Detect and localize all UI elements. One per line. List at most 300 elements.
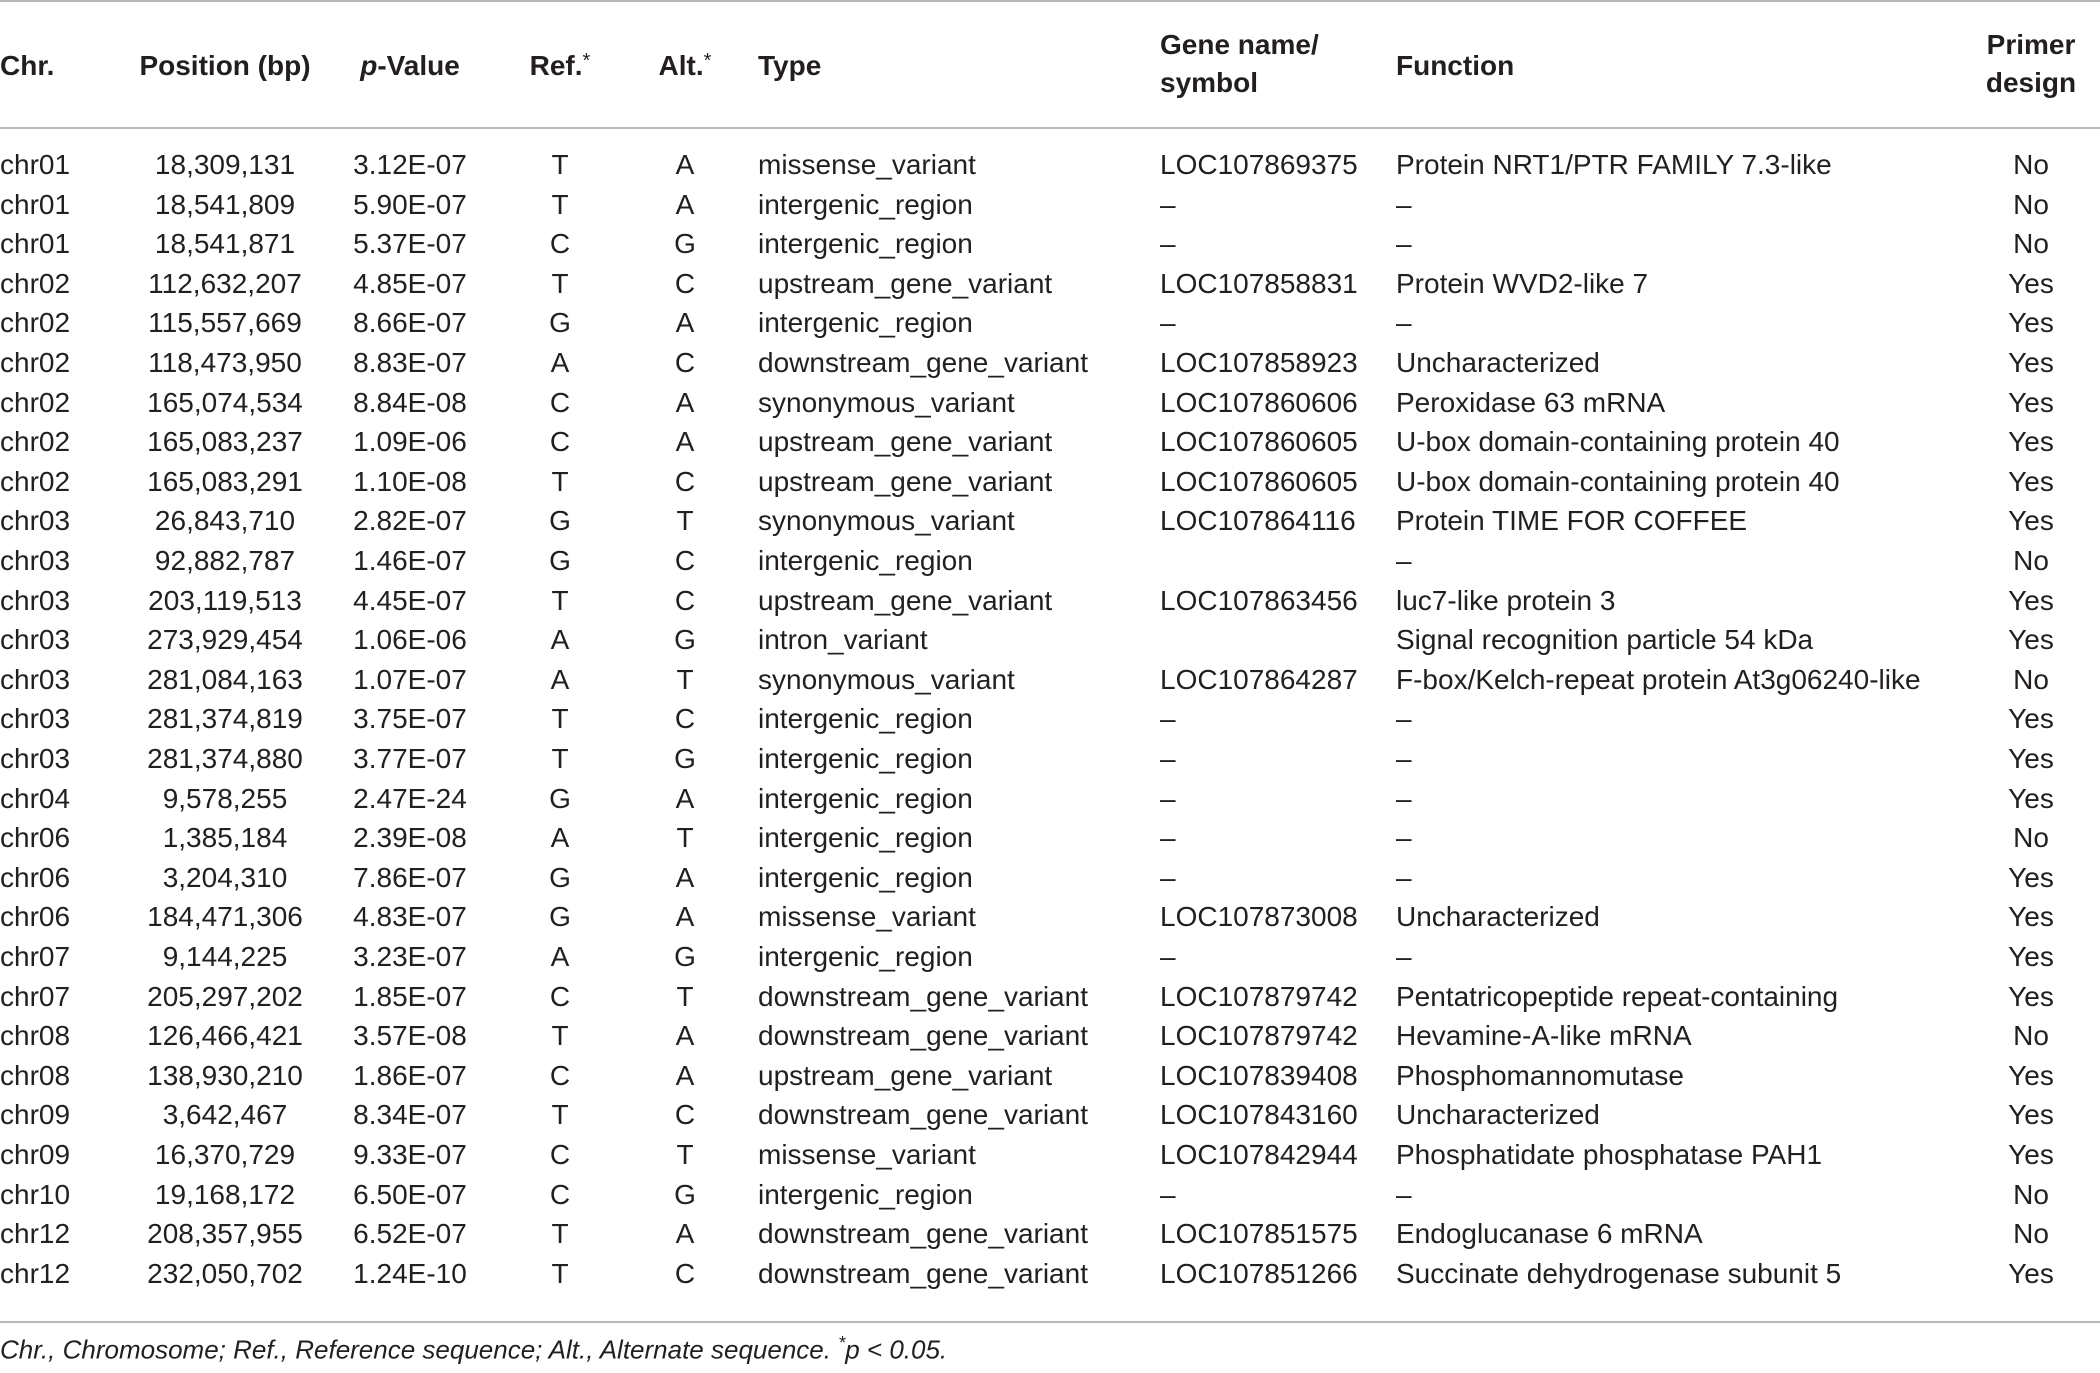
cell-gene: LOC107864116 [1160, 505, 1356, 537]
cell-function: – [1396, 188, 1412, 220]
cell-primer: No [2013, 149, 2049, 180]
cell-function: Uncharacterized [1396, 901, 1600, 933]
cell-alt: C [674, 545, 696, 576]
cell-position: 3,642,467 [162, 1099, 288, 1131]
cell-function: – [1396, 307, 1412, 339]
cell-alt: A [675, 1059, 695, 1091]
header-chr: Chr. [0, 50, 55, 81]
cell-function: – [1396, 822, 1412, 854]
cell-position: 281,374,819 [147, 703, 303, 735]
cell-position: 203,119,513 [148, 584, 302, 616]
table-row [0, 185, 2100, 225]
cell-pvalue: 1.09E-06 [353, 426, 467, 458]
bottom-rule [0, 1321, 2100, 1323]
cell-function: Phosphatidate phosphatase PAH1 [1396, 1139, 1823, 1170]
cell-primer: Yes [2008, 386, 2054, 418]
cell-type: synonymous_variant [758, 386, 1015, 418]
cell-position: 19,168,172 [154, 1178, 296, 1210]
cell-primer: Yes [2008, 1059, 2054, 1091]
table-row [0, 541, 2100, 581]
table-row [0, 422, 2100, 462]
cell-primer: Yes [2008, 267, 2054, 299]
cell-chr: chr07 [0, 980, 71, 1012]
cell-alt: G [674, 624, 696, 656]
cell-ref: C [549, 980, 571, 1012]
cell-alt: T [676, 822, 694, 854]
cell-type: downstream_gene_variant [758, 980, 1088, 1012]
cell-function: Phosphomannomutase [1396, 1059, 1684, 1091]
cell-pvalue: 4.45E-07 [353, 584, 467, 616]
table-row [0, 462, 2100, 502]
cell-type: intergenic_region [758, 941, 973, 972]
cell-gene: – [1160, 941, 1176, 972]
cell-pvalue: 2.82E-07 [353, 505, 467, 537]
header-rule [0, 127, 2100, 129]
cell-ref: T [551, 584, 569, 616]
cell-alt: A [675, 1020, 695, 1052]
cell-chr: chr09 [0, 1099, 71, 1131]
cell-primer: Yes [2008, 743, 2054, 774]
cell-pvalue: 7.86E-07 [353, 861, 467, 893]
cell-type: intergenic_region [758, 228, 973, 260]
cell-type: missense_variant [758, 1139, 976, 1170]
cell-chr: chr01 [0, 228, 71, 260]
cell-function: Pentatricopeptide repeat-containing [1396, 980, 1839, 1012]
cell-function: Uncharacterized [1396, 347, 1600, 378]
cell-primer: Yes [2008, 624, 2054, 656]
cell-type: upstream_gene_variant [758, 267, 1053, 299]
cell-primer: No [2013, 228, 2049, 260]
cell-gene: LOC107860605 [1160, 426, 1358, 458]
cell-function: U-box domain-containing protein 40 [1396, 465, 1840, 497]
cell-gene: LOC107858923 [1160, 347, 1358, 378]
cell-chr: chr12 [0, 1257, 71, 1289]
cell-position: 165,074,534 [147, 386, 303, 418]
cell-type: upstream_gene_variant [758, 584, 1053, 616]
cell-primer: Yes [2008, 1099, 2054, 1131]
cell-type: downstream_gene_variant [758, 1257, 1088, 1289]
cell-chr: chr10 [0, 1178, 71, 1210]
cell-primer: No [2013, 1178, 2049, 1210]
table-row [0, 383, 2100, 423]
cell-ref: T [551, 188, 569, 220]
cell-position: 9,144,225 [162, 941, 288, 972]
header-alt: Alt.* [658, 50, 712, 81]
cell-function: – [1396, 743, 1412, 774]
cell-chr: chr03 [0, 663, 71, 695]
cell-function: F-box/Kelch-repeat protein At3g06240-like [1396, 663, 1921, 695]
cell-ref: A [550, 663, 570, 695]
cell-position: 18,541,809 [154, 188, 296, 220]
cell-type: intron_variant [758, 624, 928, 656]
cell-function: Succinate dehydrogenase subunit 5 [1396, 1257, 1842, 1289]
cell-alt: A [675, 149, 695, 180]
cell-function: – [1396, 1178, 1412, 1210]
cell-chr: chr12 [0, 1218, 71, 1250]
cell-chr: chr02 [0, 307, 71, 339]
cell-ref: A [550, 941, 570, 972]
table-row [0, 660, 2100, 700]
cell-alt: T [676, 980, 694, 1012]
table-row [0, 1254, 2100, 1294]
cell-alt: C [674, 347, 696, 378]
cell-primer: Yes [2008, 901, 2054, 933]
cell-ref: T [551, 1020, 569, 1052]
cell-function: Endoglucanase 6 mRNA [1396, 1218, 1703, 1250]
cell-position: 26,843,710 [154, 505, 296, 537]
cell-gene: – [1160, 861, 1176, 893]
cell-chr: chr02 [0, 386, 71, 418]
cell-alt: T [676, 663, 694, 695]
cell-chr: chr03 [0, 505, 71, 537]
cell-pvalue: 1.46E-07 [353, 545, 467, 576]
cell-alt: T [676, 1139, 694, 1170]
table-row [0, 897, 2100, 937]
cell-alt: G [674, 228, 696, 260]
cell-ref: T [551, 1257, 569, 1289]
cell-pvalue: 4.85E-07 [353, 267, 467, 299]
cell-function: – [1396, 941, 1412, 972]
cell-type: synonymous_variant [758, 505, 1015, 537]
cell-chr: chr02 [0, 267, 71, 299]
cell-position: 232,050,702 [147, 1257, 303, 1289]
cell-chr: chr02 [0, 426, 71, 458]
cell-primer: Yes [2008, 307, 2054, 339]
cell-gene: LOC107863456 [1160, 584, 1358, 616]
cell-type: intergenic_region [758, 307, 973, 339]
table-row [0, 1175, 2100, 1215]
cell-gene: LOC107879742 [1160, 980, 1358, 1012]
cell-alt: T [676, 505, 694, 537]
cell-type: intergenic_region [758, 545, 973, 576]
cell-ref: G [549, 505, 571, 537]
table-row [0, 937, 2100, 977]
cell-pvalue: 5.90E-07 [353, 188, 467, 220]
cell-ref: A [550, 347, 570, 378]
table-row [0, 1016, 2100, 1056]
cell-gene: – [1160, 188, 1176, 220]
table-row [0, 303, 2100, 343]
cell-chr: chr07 [0, 941, 71, 972]
cell-pvalue: 3.77E-07 [353, 743, 467, 774]
cell-pvalue: 1.86E-07 [353, 1059, 467, 1091]
cell-position: 18,309,131 [154, 149, 296, 180]
table-row [0, 581, 2100, 621]
cell-chr: chr02 [0, 347, 71, 378]
cell-alt: A [675, 307, 695, 339]
table-row [0, 343, 2100, 383]
cell-ref: G [549, 861, 571, 893]
cell-function: – [1396, 782, 1412, 814]
cell-alt: A [675, 782, 695, 814]
cell-gene: – [1160, 1178, 1176, 1210]
cell-chr: chr04 [0, 782, 71, 814]
table-row [0, 977, 2100, 1017]
cell-primer: Yes [2008, 1257, 2054, 1289]
cell-gene: – [1160, 743, 1176, 774]
cell-position: 18,541,871 [154, 228, 296, 260]
cell-type: intergenic_region [758, 822, 973, 854]
cell-position: 165,083,237 [147, 426, 303, 458]
cell-position: 273,929,454 [147, 624, 303, 656]
cell-alt: A [675, 1218, 695, 1250]
table-row [0, 501, 2100, 541]
cell-type: downstream_gene_variant [758, 1099, 1088, 1131]
cell-primer: No [2013, 545, 2049, 576]
cell-gene: LOC107858831 [1160, 267, 1358, 299]
cell-primer: Yes [2008, 980, 2054, 1012]
cell-gene: LOC107873008 [1160, 901, 1358, 933]
cell-ref: T [551, 743, 569, 774]
cell-ref: C [549, 426, 571, 458]
cell-pvalue: 1.10E-08 [353, 465, 467, 497]
cell-function: – [1396, 861, 1412, 893]
cell-function: U-box domain-containing protein 40 [1396, 426, 1840, 458]
cell-chr: chr03 [0, 624, 71, 656]
cell-position: 1,385,184 [162, 822, 288, 854]
cell-chr: chr06 [0, 822, 71, 854]
cell-gene [1160, 541, 1375, 581]
cell-position: 16,370,729 [154, 1139, 296, 1170]
cell-position: 281,084,163 [147, 663, 303, 695]
table-row [0, 145, 2100, 185]
cell-pvalue: 4.83E-07 [353, 901, 467, 933]
cell-pvalue: 9.33E-07 [353, 1139, 467, 1170]
cell-position: 208,357,955 [147, 1218, 303, 1250]
cell-function: – [1396, 703, 1412, 735]
cell-alt: C [674, 1099, 696, 1131]
cell-gene: LOC107851266 [1160, 1257, 1358, 1289]
cell-chr: chr03 [0, 743, 71, 774]
cell-position: 92,882,787 [154, 545, 296, 576]
cell-chr: chr02 [0, 465, 71, 497]
header-ref: Ref.* [529, 50, 591, 81]
cell-ref: C [549, 1139, 571, 1170]
cell-position: 281,374,880 [147, 743, 303, 774]
cell-chr: chr01 [0, 188, 71, 220]
cell-ref: T [551, 1099, 569, 1131]
cell-position: 9,578,255 [162, 782, 288, 814]
cell-alt: C [674, 584, 696, 616]
cell-ref: T [551, 1218, 569, 1250]
cell-ref: C [549, 386, 571, 418]
table-row [0, 779, 2100, 819]
cell-function: Hevamine-A-like mRNA [1396, 1020, 1692, 1052]
table-row [0, 699, 2100, 739]
cell-position: 205,297,202 [147, 980, 303, 1012]
cell-primer: Yes [2008, 426, 2054, 458]
cell-primer: Yes [2008, 941, 2054, 972]
cell-ref: G [549, 307, 571, 339]
cell-gene: LOC107864287 [1160, 663, 1358, 695]
cell-primer: No [2013, 1218, 2049, 1250]
cell-primer: No [2013, 1020, 2049, 1052]
table-footnote: Chr., Chromosome; Ref., Reference sequence; Alt., Alternate sequence. *p < 0.05. [0, 1333, 948, 1365]
cell-gene: – [1160, 307, 1176, 339]
top-rule [0, 0, 2100, 2]
header-pvalue: p-Value [360, 50, 460, 81]
table-row [0, 858, 2100, 898]
cell-primer: Yes [2008, 1139, 2054, 1170]
header-type: Type [758, 50, 822, 81]
cell-function: – [1396, 228, 1412, 260]
cell-primer: Yes [2008, 584, 2054, 616]
cell-pvalue: 3.75E-07 [353, 703, 467, 735]
cell-type: downstream_gene_variant [758, 1020, 1088, 1052]
cell-primer: No [2013, 822, 2049, 854]
cell-function: Protein NRT1/PTR FAMILY 7.3-like [1396, 149, 1832, 180]
cell-type: intergenic_region [758, 703, 973, 735]
cell-primer: Yes [2008, 465, 2054, 497]
cell-position: 112,632,207 [148, 267, 302, 299]
cell-pvalue: 1.85E-07 [353, 980, 467, 1012]
cell-function: Protein WVD2-like 7 [1396, 267, 1649, 299]
table-row [0, 264, 2100, 304]
cell-ref: T [551, 703, 569, 735]
cell-gene: LOC107879742 [1160, 1020, 1358, 1052]
cell-ref: G [549, 545, 571, 576]
cell-pvalue: 8.84E-08 [353, 386, 467, 418]
cell-position: 3,204,310 [162, 861, 288, 893]
cell-type: downstream_gene_variant [758, 1218, 1088, 1250]
cell-chr: chr08 [0, 1020, 71, 1052]
cell-type: upstream_gene_variant [758, 1059, 1053, 1091]
cell-type: intergenic_region [758, 1178, 973, 1210]
cell-ref: A [550, 822, 570, 854]
cell-function: – [1396, 545, 1412, 576]
cell-chr: chr09 [0, 1139, 71, 1170]
cell-function: Peroxidase 63 mRNA [1396, 386, 1666, 418]
cell-alt: A [675, 188, 695, 220]
cell-alt: G [674, 1178, 696, 1210]
cell-chr: chr08 [0, 1059, 71, 1091]
cell-type: missense_variant [758, 149, 976, 180]
table-row [0, 1056, 2100, 1096]
cell-pvalue: 8.66E-07 [353, 307, 467, 339]
cell-type: intergenic_region [758, 861, 973, 893]
cell-position: 165,083,291 [147, 465, 303, 497]
cell-primer: Yes [2008, 703, 2054, 735]
table-row [0, 620, 2100, 660]
cell-gene: LOC107860605 [1160, 465, 1358, 497]
cell-pvalue: 6.52E-07 [353, 1218, 467, 1250]
cell-pvalue: 8.34E-07 [353, 1099, 467, 1131]
cell-function: Signal recognition particle 54 kDa [1396, 624, 1814, 656]
cell-function: luc7-like protein 3 [1396, 584, 1616, 616]
header-function: Function [1396, 50, 1515, 81]
cell-pvalue: 6.50E-07 [353, 1178, 467, 1210]
cell-position: 126,466,421 [147, 1020, 303, 1052]
cell-primer: Yes [2008, 861, 2054, 893]
cell-type: intergenic_region [758, 782, 973, 814]
cell-type: synonymous_variant [758, 663, 1015, 695]
cell-chr: chr03 [0, 584, 71, 616]
cell-gene: – [1160, 703, 1176, 735]
cell-alt: A [675, 386, 695, 418]
cell-type: downstream_gene_variant [758, 347, 1088, 378]
cell-type: intergenic_region [758, 743, 973, 774]
cell-alt: A [675, 426, 695, 458]
cell-pvalue: 1.24E-10 [353, 1257, 467, 1289]
header-primer: Primer design [1985, 29, 2077, 98]
cell-gene: LOC107843160 [1160, 1099, 1358, 1131]
cell-pvalue: 1.07E-07 [353, 663, 467, 695]
cell-gene [1160, 620, 1375, 660]
cell-chr: chr03 [0, 545, 71, 576]
cell-chr: chr06 [0, 861, 71, 893]
cell-pvalue: 2.47E-24 [353, 782, 467, 814]
cell-chr: chr03 [0, 703, 71, 735]
cell-function: Uncharacterized [1396, 1099, 1600, 1131]
cell-gene: – [1160, 782, 1176, 814]
cell-gene: LOC107851575 [1160, 1218, 1358, 1250]
cell-primer: Yes [2008, 782, 2054, 814]
cell-ref: G [549, 901, 571, 933]
cell-type: intergenic_region [758, 188, 973, 220]
cell-type: upstream_gene_variant [758, 426, 1053, 458]
cell-position: 115,557,669 [148, 307, 302, 339]
cell-alt: C [674, 1257, 696, 1289]
cell-primer: No [2013, 663, 2049, 695]
cell-gene: – [1160, 822, 1176, 854]
cell-pvalue: 2.39E-08 [353, 822, 467, 854]
cell-function: Protein TIME FOR COFFEE [1396, 505, 1748, 537]
cell-pvalue: 3.23E-07 [353, 941, 467, 972]
cell-chr: chr01 [0, 149, 71, 180]
cell-position: 138,930,210 [147, 1059, 303, 1091]
cell-gene: LOC107869375 [1160, 149, 1358, 180]
cell-alt: G [674, 941, 696, 972]
cell-ref: G [549, 782, 571, 814]
cell-pvalue: 5.37E-07 [353, 228, 467, 260]
cell-pvalue: 1.06E-06 [353, 624, 467, 656]
table-header-row [0, 24, 2100, 104]
cell-ref: C [549, 1059, 571, 1091]
cell-primer: Yes [2008, 347, 2054, 378]
cell-position: 118,473,950 [148, 347, 302, 378]
cell-alt: C [674, 267, 696, 299]
cell-primer: Yes [2008, 505, 2054, 537]
cell-gene: LOC107839408 [1160, 1059, 1358, 1091]
cell-pvalue: 8.83E-07 [353, 347, 467, 378]
header-position: Position (bp) [139, 50, 311, 81]
cell-alt: C [674, 703, 696, 735]
cell-alt: A [675, 861, 695, 893]
table-row [0, 818, 2100, 858]
table-row [0, 1214, 2100, 1254]
table-row [0, 224, 2100, 264]
cell-ref: C [549, 228, 571, 260]
cell-pvalue: 3.57E-08 [353, 1020, 467, 1052]
cell-alt: C [674, 465, 696, 497]
cell-position: 184,471,306 [147, 901, 303, 933]
cell-type: missense_variant [758, 901, 976, 933]
cell-primer: No [2013, 188, 2049, 220]
cell-pvalue: 3.12E-07 [353, 149, 467, 180]
cell-ref: C [549, 1178, 571, 1210]
cell-chr: chr06 [0, 901, 71, 933]
cell-gene: LOC107860606 [1160, 386, 1358, 418]
table-row [0, 1095, 2100, 1135]
cell-type: upstream_gene_variant [758, 465, 1053, 497]
cell-ref: T [551, 465, 569, 497]
cell-alt: G [674, 743, 696, 774]
cell-gene: – [1160, 228, 1176, 260]
cell-alt: A [675, 901, 695, 933]
table-row [0, 1135, 2100, 1175]
cell-gene: LOC107842944 [1160, 1139, 1358, 1170]
cell-ref: T [551, 267, 569, 299]
